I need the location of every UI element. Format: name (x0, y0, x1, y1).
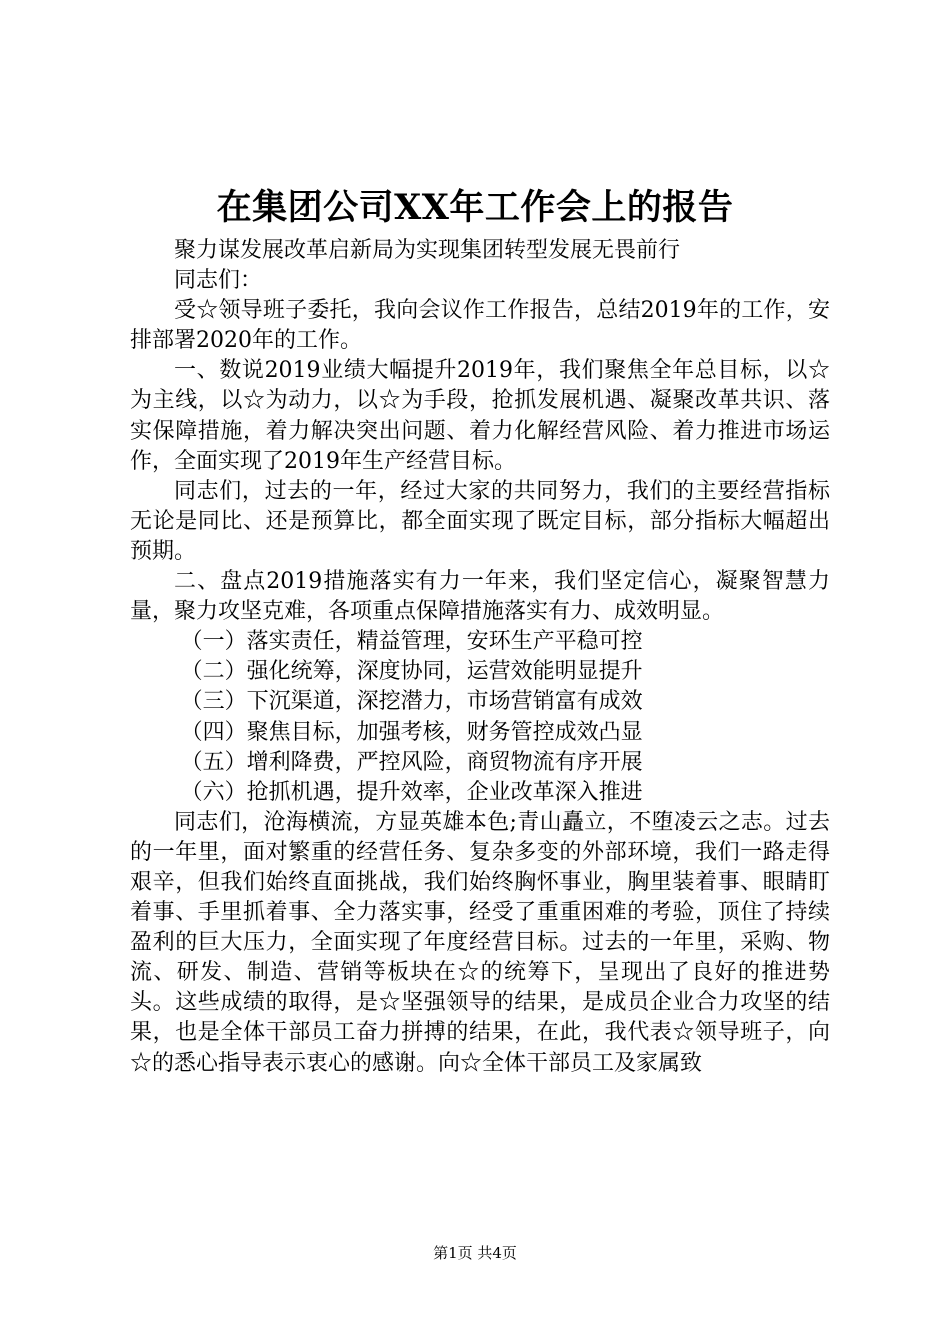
page-number-footer: 第1页 共4页 (433, 1244, 517, 1262)
paragraph-achievement: 同志们，过去的一年，经过大家的共同努力，我们的主要经营指标无论是同比、还是预算比，都全面实现了既定目标，部分指标大幅超出预期。 (130, 478, 830, 564)
list-item: （六）抢抓机遇，提升效率，企业改革深入推进 (180, 779, 643, 805)
subtitle-line: 聚力谋发展改革启新局为实现集团转型发展无畏前行 (174, 238, 681, 263)
list-item: （三）下沉渠道，深挖潜力，市场营销富有成效 (180, 689, 643, 715)
document-title: 在集团公司XX年工作会上的报告 (216, 187, 734, 228)
list-item: （五）增利降费，严控风险，商贸物流有序开展 (180, 749, 643, 775)
list-item: （一）落实责任，精益管理，安环生产平稳可控 (180, 629, 643, 655)
salutation-line: 同志们： (174, 268, 263, 294)
paragraph-closing: 同志们，沧海横流，方显英雄本色;青山矗立，不堕凌云之志。过去的一年里，面对繁重的经营任务、复杂多变的外部环境，我们一路走得艰辛，但我们始终直面挑战，我们始终胸怀事业，胸里装着事、眼睛盯着事、手里抓着事、全力落实事，经受了重重困难的考验，顶住了持续盈利的巨大压力，全面实现了年度经营目标。过去的一年里，采购、物流、研发、制造、营销等板块在☆的统筹下，呈现出了良好的推进势头。这些成绩的取得，是☆坚强领导的结果，是成员企业合力攻坚的结果，也是全体干部员工奋力拼搏的结果，在此，我代表☆领导班子，向☆的悉心指导表示衷心的感谢。向☆全体干部员工及家属致 (130, 809, 830, 1076)
document-body (130, 236, 830, 1079)
list-item: （二）强化统筹，深度协同，运营效能明显提升 (180, 659, 643, 685)
paragraph-section-one: 一、数说2019业绩大幅提升2019年，我们聚焦全年总目标，以☆为主线，以☆为动力，以☆为手段，抢抓发展机遇、凝聚改革共识、落实保障措施，着力解决突出问题、着力化解经营风险、着力推进市场运作，全面实现了2019年生产经营目标。 (130, 358, 830, 474)
paragraph-section-two: 二、盘点2019措施落实有力一年来，我们坚定信心，凝聚智慧力量，聚力攻坚克难，各项重点保障措施落实有力、成效明显。 (130, 569, 830, 625)
list-item: （四）聚焦目标，加强考核，财务管控成效凸显 (180, 719, 643, 745)
paragraph-intro: 受☆领导班子委托，我向会议作工作报告，总结2019年的工作，安排部署2020年的工作。 (130, 298, 830, 354)
